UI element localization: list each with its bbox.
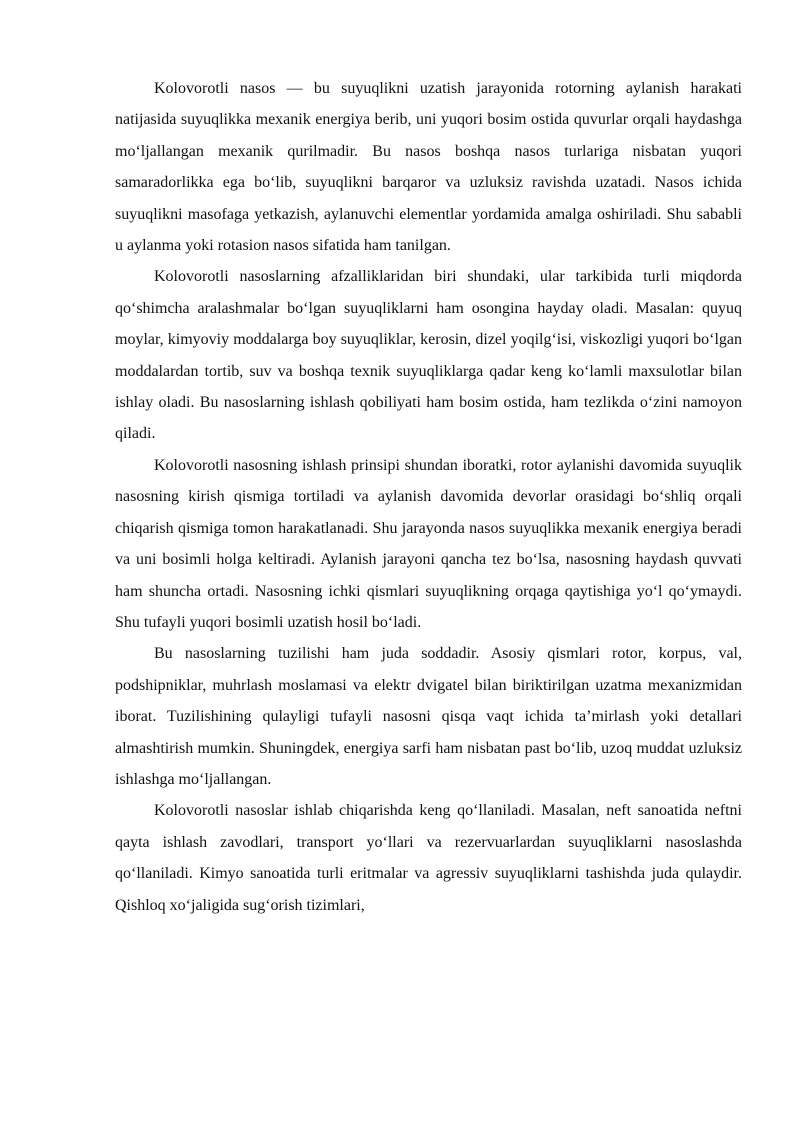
paragraph-3: Kolovorotli nasosning ishlash prinsipi shundan iboratki, rotor aylanishi davomida suyuqlik nasosning kirish qismiga tortiladi va aylanish davomida devorlar orasidagi boʻshliq orqali chiqarish qismiga tomon harakatlanadi. Shu jarayonda nasos suyuqlikka mexanik energiya beradi va uni bosimli holga keltiradi. Aylanish jarayoni qancha tez boʻlsa, nasosning haydash quvvati ham shuncha ortadi. Nasosning ichki qismlari suyuqlikning orqaga qaytishiga yoʻl qoʻymaydi. Shu tufayli yuqori bosimli uzatish hosil boʻladi. — [115, 456, 742, 631]
paragraph-4: Bu nasoslarning tuzilishi ham juda soddadir. Asosiy qismlari rotor, korpus, val, podshipniklar, muhrlash moslamasi va elektr dvigatel bilan biriktirilgan uzatma mexanizmidan iborat. Tuzilishining qulayligi tufayli nasosni qisqa vaqt ichida taʼmirlash yoki detallari almashtirish mumkin. Shuningdek, energiya sarfi ham nisbatan past boʻlib, uzoq muddat uzluksiz ishlashga moʻljallangan. — [115, 645, 742, 788]
paragraph-1: Kolovorotli nasos — bu suyuqlikni uzatish jarayonida rotorning aylanish harakati natijasida suyuqlikka mexanik energiya berib, uni yuqori bosim ostida quvurlar orqali haydashga moʻljallangan mexanik qurilmadir. Bu nasos boshqa nasos turlariga nisbatan yuqori samaradorlikka ega boʻlib, suyuqlikni barqaror va uzluksiz ravishda uzatadi. Nasos ichida suyuqlikni masofaga yetkazish, aylanuvchi elementlar yordamida amalga oshiriladi. Shu sababli u aylanma yoki rotasion nasos sifatida ham tanilgan. — [115, 80, 742, 255]
body-text — [115, 73, 742, 921]
paragraph-5: Kolovorotli nasoslar ishlab chiqarishda keng qoʻllaniladi. Masalan, neft sanoatida neftni qayta ishlash zavodlari, transport yoʻllari va rezervuarlardan suyuqliklarni nasoslashda qoʻllaniladi. Kimyo sanoatida turli eritmalar va agressiv suyuqliklarni tashishda juda qulaydir. Qishloq xoʻjaligida sugʻorish tizimlari, — [115, 802, 742, 914]
paragraph-2: Kolovorotli nasoslarning afzalliklaridan biri shundaki, ular tarkibida turli miqdorda qoʻshimcha aralashmalar boʻlgan suyuqliklarni ham osongina hayday oladi. Masalan: quyuq moylar, kimyoviy moddalarga boy suyuqliklar, kerosin, dizel yoqilgʻisi, viskozligi yuqori boʻlgan moddalardan tortib, suv va boshqa texnik suyuqliklarga qadar keng koʻlamli maxsulotlar bilan ishlay oladi. Bu nasoslarning ishlash qobiliyati ham bosim ostida, ham tezlikda oʻzini namoyon qiladi. — [115, 268, 742, 443]
